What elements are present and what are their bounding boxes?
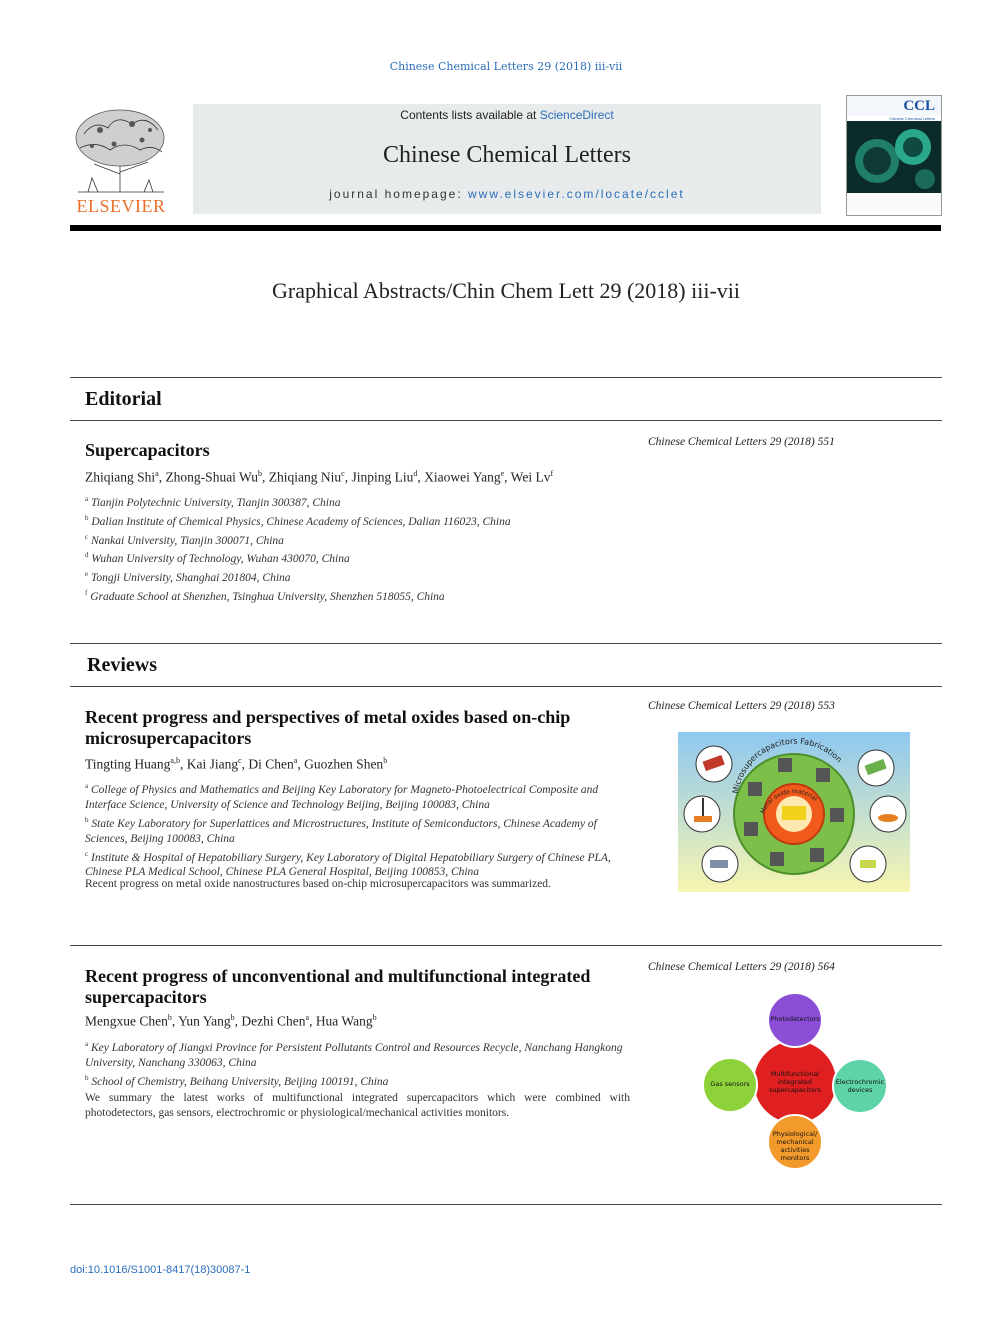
author: Jinping Liu — [351, 469, 414, 485]
affiliation-text: Nankai University, Tianjin 300071, China — [90, 534, 284, 547]
affiliation-sup: b — [85, 815, 89, 824]
sciencedirect-link[interactable]: ScienceDirect — [539, 108, 614, 122]
affiliation-text: Tianjin Polytechnic University, Tianjin 300387, China — [90, 496, 341, 509]
cover-footer — [847, 193, 941, 211]
article-summary: We summary the latest works of multifunctional integrated supercapacitors which were combined with photodetectors, gas sensors, electrochromic or physiological/mechanical activities monitors. — [85, 1092, 630, 1119]
page-heading: Graphical Abstracts/Chin Chem Lett 29 (2018) iii-vii — [271, 278, 741, 303]
section-title-reviews: Reviews — [87, 654, 157, 676]
journal-banner — [193, 104, 821, 214]
article-title[interactable]: Recent progress of unconventional and multifunctional integrated supercapacitors — [85, 966, 591, 1007]
article-citation: Chinese Chemical Letters 29 (2018) 553 — [648, 700, 835, 712]
author: Zhong-Shuai Wu — [165, 469, 259, 485]
cover-subtitle: Chinese Chemical Letters — [889, 116, 935, 121]
affiliation-list — [85, 1037, 633, 1090]
affiliation — [85, 813, 633, 847]
affiliation — [85, 548, 633, 567]
homepage-line — [193, 187, 821, 201]
affiliation-text: State Key Laboratory for Superlattices and Microstructures, Institute of Semiconductors, Chinese Academy of Sciences, Beijing 100083, China — [85, 817, 597, 845]
affiliation-sup: b — [85, 513, 89, 522]
affiliation-sup: c — [85, 532, 89, 541]
section-rule — [70, 420, 942, 421]
author: Dezhi Chen — [241, 1013, 306, 1029]
affiliation — [85, 530, 633, 549]
affiliation-text: Tongji University, Shanghai 201804, China — [90, 572, 291, 585]
affiliation-sup: a — [85, 495, 89, 503]
microsupercapacitor-diagram — [678, 732, 910, 892]
section-rule — [70, 377, 942, 378]
author-sup: a — [155, 469, 159, 478]
author-sup: c — [238, 756, 242, 765]
graphical-abstract-figure — [678, 732, 910, 892]
contents-line — [193, 108, 821, 122]
article-summary: Recent progress on metal oxide nanostructures based on-chip microsupercapacitors was summarized. — [85, 878, 551, 890]
article-title[interactable]: Supercapacitors — [85, 440, 210, 460]
affiliation — [85, 1037, 633, 1071]
affiliation — [85, 511, 633, 530]
author: Guozhen Shen — [304, 756, 384, 772]
node-label-right: Electrochromic devices — [835, 1078, 885, 1094]
elsevier-logo — [70, 104, 172, 216]
author-sup: b — [372, 1013, 377, 1022]
affiliation-text: Dalian Institute of Chemical Physics, Chinese Academy of Sciences, Dalian 116023, China — [91, 515, 511, 528]
node-label-bottom: Physiological/ mechanical activities monitors — [772, 1130, 818, 1162]
affiliation-sup: a — [85, 1040, 89, 1048]
affiliation-sup: b — [85, 1073, 89, 1082]
article-rule — [70, 1204, 942, 1205]
affiliation-sup: d — [85, 551, 89, 560]
affiliation-text: Institute & Hospital of Hepatobiliary Surgery, Key Laboratory of Digital Hepatobiliary Surgery of Chinese PLA, Chinese PLA Medical School, Chinese PLA General Hospital, Beijing 100853, China — [85, 851, 611, 879]
affiliation — [85, 1071, 633, 1090]
homepage-prefix: journal homepage: — [329, 187, 468, 201]
author: Zhiqiang Shi — [85, 469, 156, 485]
author: Zhiqiang Niu — [268, 469, 342, 485]
affiliation-text: Wuhan University of Technology, Wuhan 430070, China — [91, 553, 350, 566]
node-label-top: Photodetectors — [770, 1015, 820, 1023]
node-label-center: Multifunctional integrated supercapacitors — [769, 1070, 821, 1094]
article-citation: Chinese Chemical Letters 29 (2018) 564 — [648, 961, 835, 973]
contents-prefix: Contents lists available at — [400, 108, 540, 122]
author-sup: e — [500, 469, 505, 478]
author-sup: b — [383, 756, 388, 765]
author: Hua Wang — [315, 1013, 373, 1029]
affiliation — [85, 779, 633, 813]
affiliation-text: Key Laboratory of Jiangxi Province for Persistent Pollutants Control and Resources Recycle, Nanchang Hangkong University, Nanchang 330063, China — [85, 1041, 623, 1069]
author: Xiaowei Yang — [424, 469, 501, 485]
author-sup: b — [230, 1013, 235, 1022]
author-list: Mengxue Chen$^b$, Yun Yang$^b$, Dezhi Chen$^a$, Hua Wang$^b$ — [85, 1013, 377, 1029]
article-rule — [70, 945, 942, 946]
cover-image — [847, 121, 941, 193]
node-label-left: Gas sensors — [710, 1080, 750, 1088]
author: Mengxue Chen — [85, 1013, 168, 1029]
header-rule — [70, 225, 941, 231]
inner-arc-label: Metal oxide material — [759, 788, 819, 815]
author: Wei Lv — [510, 469, 551, 485]
affiliation — [85, 847, 633, 881]
article-title[interactable]: Recent progress and perspectives of metal oxides based on-chip microsupercapacitors — [85, 707, 571, 748]
author-sup: f — [550, 469, 554, 478]
section-title-editorial: Editorial — [85, 388, 162, 410]
article-citation: Chinese Chemical Letters 29 (2018) 551 — [648, 436, 835, 448]
section-rule — [70, 643, 942, 644]
author-sup: d — [413, 469, 418, 478]
affiliation-text: College of Physics and Mathematics and Beijing Key Laboratory for Magneto-Photoelectrical Composite and Interface Science, University of Science and Technology Beijing, Beijing 100083, China — [85, 783, 599, 811]
affiliation-text: School of Chemistry, Beihang University, Beijing 100191, China — [91, 1075, 389, 1088]
author-sup: c — [341, 469, 345, 478]
affiliation-sup: f — [85, 589, 88, 598]
publisher-name: ELSEVIER — [76, 196, 166, 216]
affiliation-text: Graduate School at Shenzhen, Tsinghua University, Shenzhen 518055, China — [90, 590, 445, 603]
affiliation-sup: c — [85, 849, 89, 858]
journal-cover — [846, 95, 942, 216]
graphical-abstract-figure — [700, 990, 890, 1170]
cover-abbr: CCL — [903, 98, 935, 114]
doi-link[interactable]: doi:10.1016/S1001-8417(18)30087-1 — [70, 1264, 251, 1276]
author: Kai Jiang — [186, 756, 239, 772]
author-list: Zhiqiang Shi$^a$, Zhong-Shuai Wu$^b$, Zhiqiang Niu$^c$, Jinping Liu$^d$, Xiaowei Yang$^e$, Wei Lv$^f$ — [85, 469, 554, 485]
author-sup: a — [305, 1013, 310, 1022]
affiliation — [85, 567, 633, 586]
cover-header — [847, 96, 941, 116]
author: Yun Yang — [178, 1013, 231, 1029]
author: Di Chen — [248, 756, 294, 772]
affiliation — [85, 586, 633, 605]
homepage-link[interactable]: www.elsevier.com/locate/cclet — [468, 187, 685, 201]
affiliation-list — [85, 779, 633, 880]
author-sup: b — [258, 469, 263, 478]
affiliation-sup: e — [85, 570, 89, 579]
author-sup: a — [293, 756, 298, 765]
journal-title: Chinese Chemical Letters — [383, 142, 631, 168]
running-head[interactable]: Chinese Chemical Letters 29 (2018) iii-vii — [389, 60, 623, 73]
affiliation — [85, 492, 633, 511]
author-sup: a,b — [170, 756, 180, 765]
author-sup: b — [167, 1013, 172, 1022]
affiliation-sup: a — [85, 782, 89, 790]
affiliation-list — [85, 492, 633, 605]
author-list: Tingting Huang$^{a,b}$, Kai Jiang$^c$, Di Chen$^a$, Guozhen Shen$^b$ — [85, 756, 388, 772]
outer-arc-label: Microsupercapacitors Fabrication — [731, 736, 844, 795]
author: Tingting Huang — [85, 756, 171, 772]
section-rule — [70, 686, 942, 687]
